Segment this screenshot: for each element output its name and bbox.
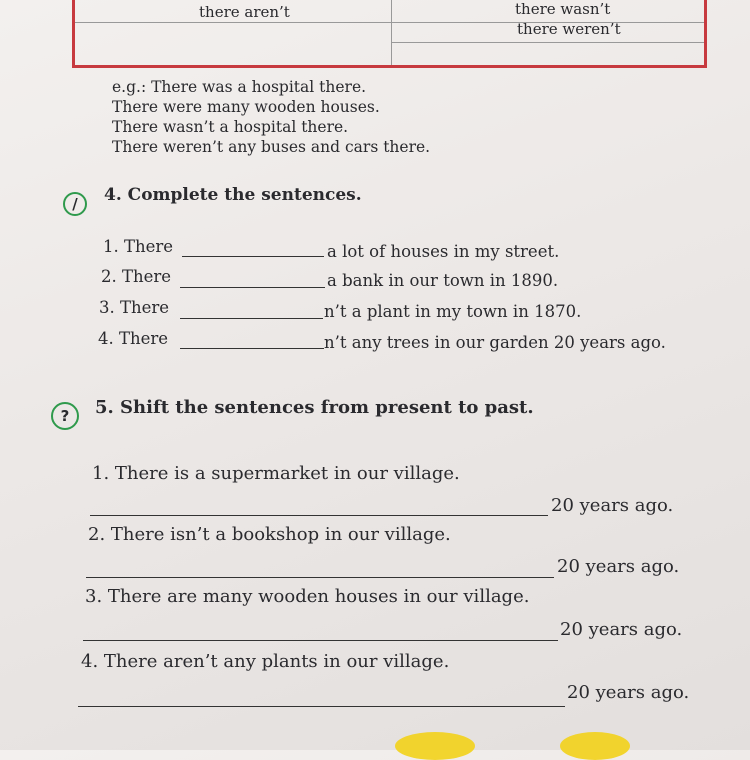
ex4-item-1-end: a lot of houses in my street. xyxy=(327,242,560,261)
item-number: 1. xyxy=(103,237,119,256)
grammar-table xyxy=(72,0,707,68)
ex4-item-3 xyxy=(99,298,169,317)
ex4-item-3-end: n’t a plant in my town in 1870. xyxy=(324,302,582,321)
item-start: There xyxy=(124,237,174,256)
table-cell-right-1: there wasn’t xyxy=(515,0,611,18)
ex4-blank-2[interactable] xyxy=(180,287,325,288)
ex4-item-1 xyxy=(103,237,173,256)
example-line: There were many wooden houses. xyxy=(112,98,380,116)
item-start: There xyxy=(120,298,170,317)
item-number: 4. xyxy=(98,329,114,348)
ex4-item-2-end: a bank in our town in 1890. xyxy=(327,271,559,290)
ex5-answer-line-2[interactable] xyxy=(86,577,554,578)
ex4-item-2 xyxy=(101,267,171,286)
exercise-4-title: 4. Complete the sentences. xyxy=(104,185,362,205)
question-icon-glyph: ? xyxy=(60,407,70,425)
examples-block xyxy=(112,77,430,157)
ex4-item-4-end: n’t any trees in our garden 20 years ago. xyxy=(324,333,666,352)
example-line: There weren’t any buses and cars there. xyxy=(112,138,431,156)
ex5-suffix-2: 20 years ago. xyxy=(557,556,680,577)
question-exercise-icon xyxy=(51,402,79,430)
ex5-suffix-3: 20 years ago. xyxy=(560,619,683,640)
ex5-suffix-4: 20 years ago. xyxy=(567,682,690,703)
exercise-5-title: 5. Shift the sentences from present to past. xyxy=(95,397,534,418)
ex5-suffix-1: 20 years ago. xyxy=(551,495,674,516)
table-row-divider xyxy=(391,42,704,43)
ex4-blank-3[interactable] xyxy=(180,318,323,319)
item-start: There xyxy=(119,329,169,348)
item-number: 3. xyxy=(99,298,115,317)
ex4-blank-1[interactable] xyxy=(182,256,324,257)
yellow-decoration xyxy=(560,732,630,760)
yellow-decoration xyxy=(395,732,475,760)
example-line: e.g.: There was a hospital there. xyxy=(112,78,367,96)
example-line: There wasn’t a hospital there. xyxy=(112,118,349,136)
ex4-blank-4[interactable] xyxy=(180,348,324,349)
ex5-sentence-3: 3. There are many wooden houses in our village. xyxy=(85,586,530,607)
ex5-answer-line-1[interactable] xyxy=(90,515,548,516)
ex5-sentence-2: 2. There isn’t a bookshop in our village. xyxy=(88,524,451,545)
table-cell-left: there aren’t xyxy=(199,3,290,21)
ex5-answer-line-3[interactable] xyxy=(83,640,558,641)
table-cell-right-2: there weren’t xyxy=(517,20,621,38)
ex5-answer-line-4[interactable] xyxy=(78,706,565,707)
ex4-item-4 xyxy=(98,329,168,348)
table-column-divider xyxy=(391,0,392,65)
item-start: There xyxy=(122,267,172,286)
write-exercise-icon xyxy=(63,192,87,216)
write-icon-glyph: / xyxy=(72,195,78,213)
ex5-sentence-4: 4. There aren’t any plants in our village. xyxy=(81,651,450,672)
item-number: 2. xyxy=(101,267,117,286)
ex5-sentence-1: 1. There is a supermarket in our village. xyxy=(92,463,460,484)
